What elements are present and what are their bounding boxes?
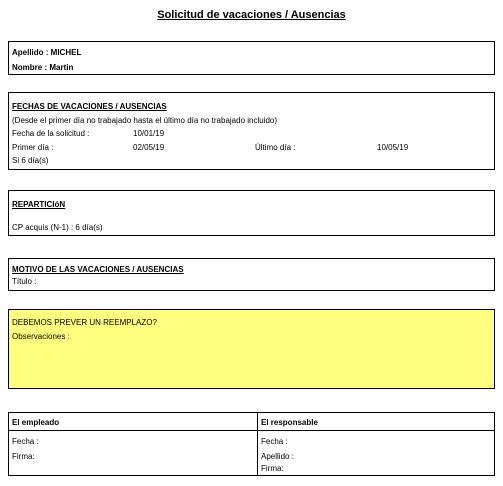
manager-signature-heading: El responsable bbox=[261, 418, 318, 427]
distribution-heading: REPARTICIóN bbox=[12, 200, 66, 209]
last-day-label: Último día : bbox=[255, 143, 296, 152]
employee-date-label: Fecha : bbox=[12, 437, 39, 446]
request-date-label: Fecha de la solicitud : bbox=[12, 129, 90, 138]
request-date-value: 10/01/19 bbox=[133, 129, 165, 138]
dates-box bbox=[8, 92, 495, 170]
signature-header-rule bbox=[9, 430, 494, 431]
first-day-label: Primer día : bbox=[12, 143, 54, 152]
employee-sign-label: Firma: bbox=[12, 452, 35, 461]
replacement-box bbox=[8, 309, 495, 389]
page-title: Solicitud de vacaciones / Ausencias bbox=[157, 9, 346, 21]
signature-divider bbox=[257, 413, 258, 475]
dates-heading: FECHAS DE VACACIONES / AUSENCIAS bbox=[12, 102, 167, 111]
reason-heading: MOTIVO DE LAS VACACIONES / AUSENCIAS bbox=[12, 265, 184, 274]
distribution-line: CP acquis (N-1) : 6 día(s) bbox=[12, 223, 103, 232]
signature-table bbox=[8, 412, 495, 476]
manager-date-label: Fecha : bbox=[261, 437, 288, 446]
reason-box bbox=[8, 258, 495, 291]
distribution-box bbox=[8, 190, 495, 236]
replacement-question: DEBEMOS PREVER UN REEMPLAZO? bbox=[12, 318, 157, 327]
nombre-line: Nombre : Martin bbox=[12, 63, 74, 72]
first-day-value: 02/05/19 bbox=[133, 143, 165, 152]
employee-box bbox=[8, 41, 495, 75]
observations-label: Observaciones : bbox=[12, 332, 70, 341]
reason-title-label: Título : bbox=[12, 277, 37, 286]
manager-sign-label: Firma: bbox=[261, 464, 284, 473]
total-days: Si 6 día(s) bbox=[12, 156, 49, 165]
dates-note: (Desde el primer día no trabajado hasta el último día no trabajado incluido) bbox=[12, 116, 278, 125]
manager-surname-label: Apellido : bbox=[261, 452, 294, 461]
last-day-value: 10/05/19 bbox=[377, 143, 409, 152]
employee-signature-heading: El empleado bbox=[12, 418, 60, 427]
apellido-line: Apellido : MICHEL bbox=[12, 48, 82, 57]
